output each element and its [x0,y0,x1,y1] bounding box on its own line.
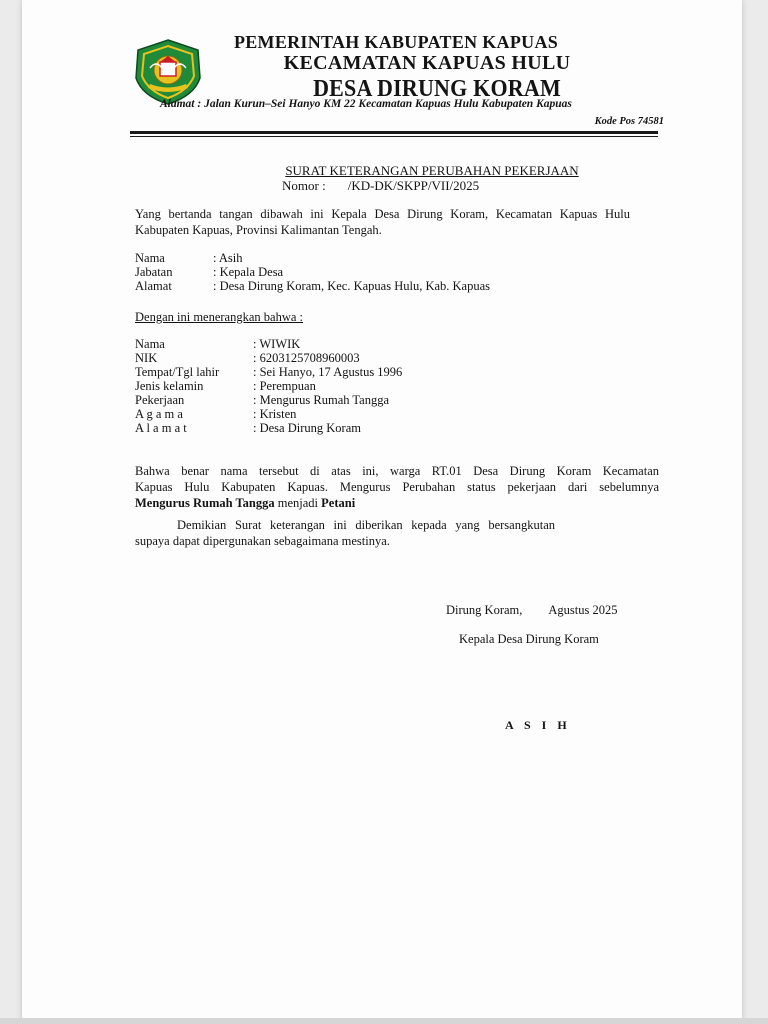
signer-row [135,265,490,279]
document-number-label: Nomor : [282,178,326,193]
statement-line: Kapuas Hulu Kabupaten Kapuas. Mengurus Perubahan status pekerjaan dari sebelumnya [135,480,659,494]
letterhead-divider-thick [130,131,658,134]
field-label: Tempat/Tgl lahir [135,365,220,379]
previous-occupation: Mengurus Rumah Tangga [135,496,275,510]
person-row [135,421,402,435]
statement-paragraph [135,463,659,511]
field-label: Jenis kelamin [135,379,204,393]
signer-details [135,251,490,293]
person-row [135,365,402,379]
statement-line [135,495,659,511]
field-value: : 6203125708960003 [253,351,360,365]
field-value: : Mengurus Rumah Tangga [253,393,390,407]
field-label: Pekerjaan [135,393,185,407]
subheading: Dengan ini menerangkan bahwa : [135,310,303,324]
document-number-value: /KD-DK/SKPP/VII/2025 [347,178,480,193]
new-occupation: Petani [321,496,356,510]
closing-line: Demikian Surat keterangan ini diberikan kepada yang bersangkutan [177,518,555,532]
field-label: NIK [135,351,158,365]
closing-line: supaya dapat dipergunakan sebagaimana mestinya. [135,534,390,548]
signer-name: A S I H [505,718,571,732]
signer-row [135,251,490,265]
person-row [135,393,402,407]
field-label: Alamat [135,279,172,293]
letterhead-government: PEMERINTAH KABUPATEN KAPUAS [233,32,559,52]
statement-line: Bahwa benar nama tersebut di atas ini, warga RT.01 Desa Dirung Koram Kecamatan [135,464,659,478]
field-label: Jabatan [135,265,173,279]
letterhead-divider-thin [130,136,658,137]
field-label: A l a m a t [135,421,187,435]
letterhead-district: KECAMATAN KAPUAS HULU [283,52,571,74]
signer-row [135,279,490,293]
field-label: A g a m a [135,407,183,421]
person-row [135,351,402,365]
field-value: : Asih [213,251,243,265]
scan-bottom-edge [0,1018,768,1024]
field-value: : Kristen [253,407,297,421]
document-number [282,178,479,194]
person-row [135,407,402,421]
intro-paragraph: Yang bertanda tangan dibawah ini Kepala Desa Dirung Koram, Kecamatan Kapuas Hulu Kabupaten Kapuas, Provinsi Kalimantan Tengah. [135,207,630,237]
letterhead-village: DESA DIRUNG KORAM [313,73,561,102]
person-details [135,337,402,435]
date: Agustus 2025 [548,603,618,617]
field-value: : Desa Dirung Koram, Kec. Kapuas Hulu, Kab. Kapuas [213,279,491,293]
field-value: : WIWIK [253,337,301,351]
letterhead-postcode: Kode Pos 74581 [594,116,664,127]
field-value: : Sei Hanyo, 17 Agustus 1996 [253,365,403,379]
letter-page [22,0,742,1024]
place-date [446,603,617,618]
letterhead-address: Alamat : Jalan Kurun–Sei Hanyo KM 22 Kecamatan Kapuas Hulu Kabupaten Kapuas [160,98,572,110]
field-label: Nama [135,337,165,351]
statement-connector: menjadi [274,496,322,510]
document-title: SURAT KETERANGAN PERUBAHAN PEKERJAAN [285,163,579,178]
field-value: : Desa Dirung Koram [253,421,361,435]
field-value: : Kepala Desa [213,265,284,279]
person-row [135,337,402,351]
place: Dirung Koram, [446,603,523,617]
field-value: : Perempuan [253,379,316,393]
closing-paragraph [135,517,555,549]
signer-title: Kepala Desa Dirung Koram [459,632,599,646]
field-label: Nama [135,251,165,265]
person-row [135,379,402,393]
